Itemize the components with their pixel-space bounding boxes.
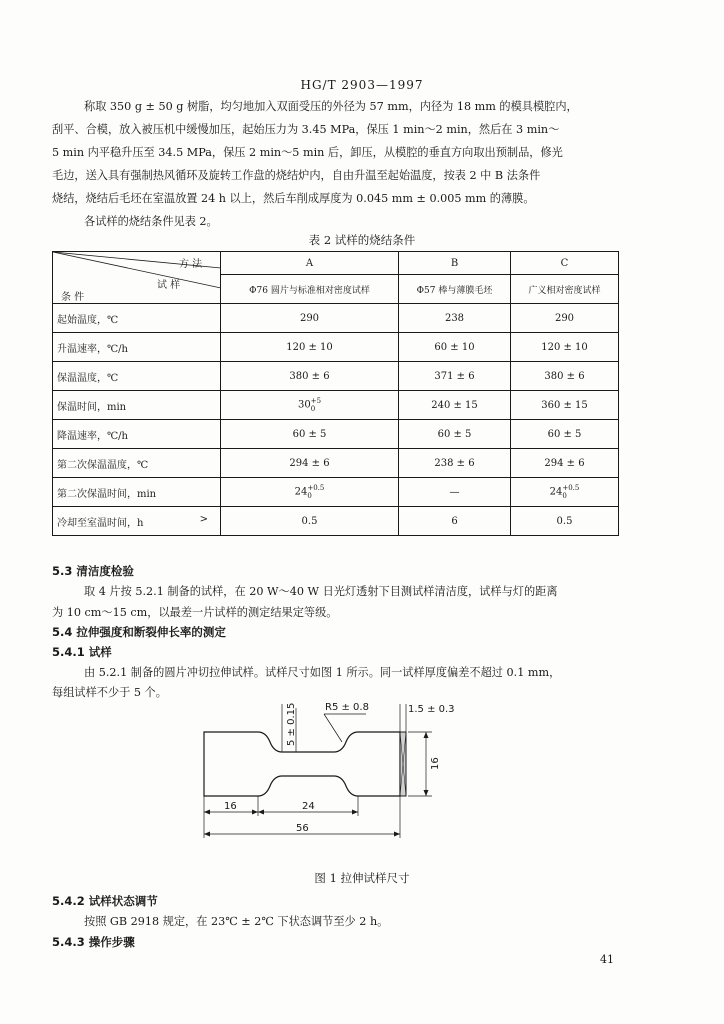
intro-line-5: 烧结，烧结后毛坯在室温放置 24 h 以上，然后车削成厚度为 0.045 mm ± 0.005 mm 的薄膜。 [52,192,535,205]
section-5-4-1-title: 5.4.1 试样 [52,645,112,659]
table-row [53,507,619,536]
cell-a [221,391,399,420]
cell-c: 380 ± 6 [511,362,619,391]
row-label: 第二次保温时间，min [53,478,221,507]
dim-radius: R5 ± 0.8 [325,702,369,713]
table-row [53,362,619,391]
section-5-4-2-line: 按照 GB 2918 规定，在 23℃ ± 2℃ 下状态调节至少 2 h。 [84,915,389,928]
row-label: 第二次保温温度，℃ [53,449,221,478]
cell-a: 380 ± 6 [221,362,399,391]
table-row [53,333,619,362]
cell-b: 60 ± 5 [399,420,511,449]
row-label-cell [53,507,221,536]
corner-condition-label: 条 件 [61,292,85,303]
page-number: 41 [600,953,614,966]
tolerance-lower: 0 [562,492,567,500]
cell-a: 0.5 [221,507,399,536]
intro-line-2: 刮平、合模，放入被压机中缓慢加压，起始压力为 3.45 MPa，保压 1 min～2 min，然后在 3 min～ [52,123,560,136]
tolerance-base: 24 [294,486,308,498]
tolerance-limits [311,397,321,413]
cell-c: 60 ± 5 [511,420,619,449]
row-label: 冷却至室温时间，h [57,517,144,529]
cell-b: 240 ± 15 [399,391,511,420]
section-5-3-line-2: 为 10 cm～15 cm，以最差一片试样的测定结果定等级。 [52,606,338,619]
table-caption: 表 2 试样的烧结条件 [308,233,416,247]
table-row [53,420,619,449]
table-row [53,391,619,420]
table-row [53,478,619,507]
corner-method-label: 方 法 [179,259,203,270]
method-a-header: A [221,252,399,275]
section-5-4-2-title: 5.4.2 试样状态调节 [52,894,158,908]
dim-gauge-length: 24 [302,801,315,812]
specimen-outline [204,732,400,796]
cell-c: 0.5 [511,507,619,536]
cell-c: 360 ± 15 [511,391,619,420]
intro-line-6: 各试样的烧结条件见表 2。 [84,215,218,228]
sample-c-header: 广义相对密度试样 [511,275,619,304]
section-5-4-1-line-1: 由 5.2.1 制备的圆片冲切拉伸试样。试样尺寸如图 1 所示。同一试样厚度偏差不超过 0.1 mm， [84,666,561,679]
corner-sample-label: 试 样 [157,280,181,291]
tensile-specimen-figure [186,698,456,850]
dim-end-length: 16 [224,801,237,812]
row-label: 降温速率，℃/h [53,420,221,449]
sample-a-header: Φ76 圆片与标准相对密度试样 [221,275,399,304]
figure-caption: 图 1 拉伸试样尺寸 [314,871,410,885]
tolerance-lower: 0 [307,492,312,500]
table-row [53,449,619,478]
dim-total-length: 56 [296,823,309,834]
section-5-3-title: 5.3 清洁度检验 [52,564,134,578]
tolerance-base: 24 [549,486,563,498]
table-row [53,304,619,333]
dim-height: 16 [430,757,441,770]
cell-a: 294 ± 6 [221,449,399,478]
sintering-conditions-table [52,251,619,536]
intro-line-4: 毛边，送入具有强制热风循环及旋转工作盘的烧结炉内，自由升温至起始温度，按表 2 中 B 法条件 [52,169,541,182]
cell-a: 290 [221,304,399,333]
cell-c [511,478,619,507]
cell-b: 238 [399,304,511,333]
tolerance-base: 30 [297,399,311,411]
section-5-4-title: 5.4 拉伸强度和断裂伸长率的测定 [52,625,226,639]
cell-a [221,478,399,507]
section-5-3-line-1: 取 4 片按 5.2.1 制备的试样，在 20 W～40 W 日光灯透射下目测试样清洁度，试样与灯的距离 [84,585,558,598]
cell-b: 238 ± 6 [399,449,511,478]
cell-b: 60 ± 10 [399,333,511,362]
row-label: 保温时间，min [53,391,221,420]
dim-neck-width: 5 ± 0.15 [286,702,297,746]
tolerance-upper: +5 [310,397,322,405]
method-c-header: C [511,252,619,275]
section-5-4-1-line-2: 每组试样不少于 5 个。 [52,686,167,699]
cell-a: 120 ± 10 [221,333,399,362]
section-5-4-3-title: 5.4.3 操作步骤 [52,935,135,949]
row-label-suffix: > [199,513,208,525]
sample-b-header: Φ57 棒与薄膜毛坯 [399,275,511,304]
cell-b: 371 ± 6 [399,362,511,391]
intro-line-3: 5 min 内平稳升压至 34.5 MPa，保压 2 min～5 min 后，卸压，从模腔的垂直方向取出预制品，修光 [52,146,563,159]
cell-b: 6 [399,507,511,536]
cell-c: 120 ± 10 [511,333,619,362]
tolerance-upper: +0.5 [307,484,325,492]
cell-c: 290 [511,304,619,333]
tolerance-limits [307,484,324,500]
dim-thickness: 1.5 ± 0.3 [408,704,455,715]
row-label: 起始温度，℃ [53,304,221,333]
method-b-header: B [399,252,511,275]
cell-b: — [399,478,511,507]
row-label: 升温速率，℃/h [53,333,221,362]
intro-line-1: 称取 350 g ± 50 g 树脂，均匀地加入双面受压的外径为 57 mm，内径为 18 mm 的模具模腔内， [84,100,578,113]
cell-c: 294 ± 6 [511,449,619,478]
tolerance-upper: +0.5 [562,484,580,492]
table-corner-cell [53,252,221,304]
row-label: 保温温度，℃ [53,362,221,391]
page-header: HG/T 2903—1997 [300,78,424,92]
tolerance-lower: 0 [310,405,316,413]
table-header-methods [53,252,619,275]
cell-a: 60 ± 5 [221,420,399,449]
tolerance-limits [562,484,579,500]
